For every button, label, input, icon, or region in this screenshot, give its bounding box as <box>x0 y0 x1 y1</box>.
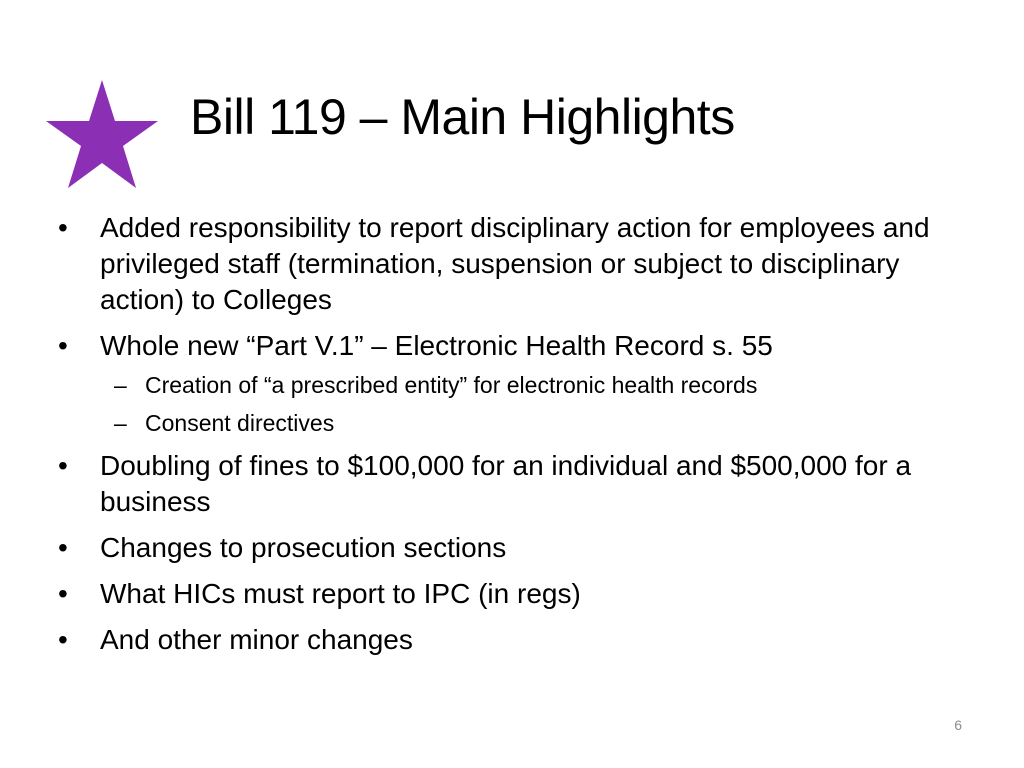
sub-bullet-item <box>100 370 958 400</box>
bullet-text: Changes to prosecution sections <box>100 532 507 563</box>
bullet-dot-icon: • <box>58 578 68 609</box>
bullet-dot-icon: • <box>58 624 68 655</box>
bullet-list <box>58 210 958 668</box>
sub-bullet-text: Consent directives <box>145 410 335 436</box>
bullet-dot-icon: • <box>58 450 68 481</box>
bullet-text: What HICs must report to IPC (in regs) <box>100 578 581 609</box>
bullet-item <box>58 622 958 658</box>
bullet-text: Doubling of fines to $100,000 for an individual and $500,000 for a business <box>100 450 912 517</box>
bullet-item <box>58 576 958 612</box>
dash-icon: – <box>114 372 127 398</box>
bullet-item <box>58 328 958 438</box>
bullet-text: Added responsibility to report disciplinary action for employees and privileged staff (termination, suspension or subject to disciplinary action) to Colleges <box>100 212 930 315</box>
star-shape <box>46 80 158 188</box>
bullet-text: And other minor changes <box>100 624 413 655</box>
sub-bullet-text: Creation of “a prescribed entity” for electronic health records <box>145 372 758 398</box>
sub-bullet-item <box>100 408 958 438</box>
page-number: 6 <box>954 717 962 733</box>
sub-bullet-list <box>100 370 958 438</box>
dash-icon: – <box>114 410 127 436</box>
bullet-dot-icon: • <box>58 532 68 563</box>
bullet-item <box>58 448 958 520</box>
star-icon <box>44 78 160 192</box>
bullet-dot-icon: • <box>58 212 68 243</box>
bullet-item <box>58 530 958 566</box>
bullet-item <box>58 210 958 318</box>
slide-title: Bill 119 – Main Highlights <box>190 89 735 145</box>
bullet-dot-icon: • <box>58 330 68 361</box>
bullet-text: Whole new “Part V.1” – Electronic Health Record s. 55 <box>100 330 773 361</box>
